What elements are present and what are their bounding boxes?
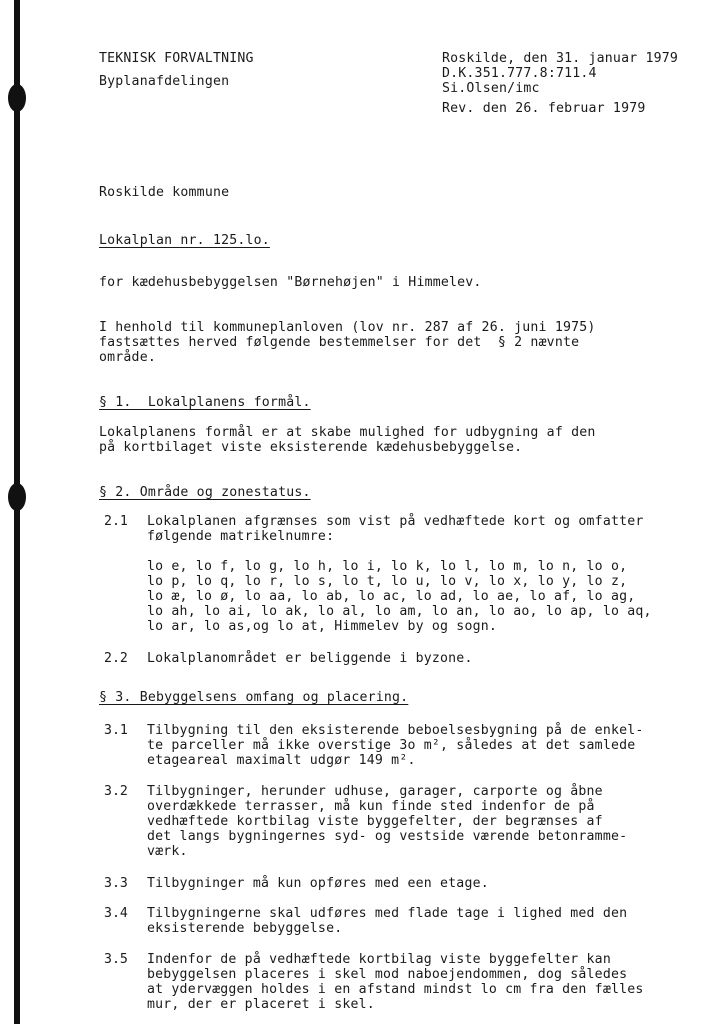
binder-edge <box>14 0 20 1024</box>
plan-subtitle: for kædehusbebyggelsen "Børnehøjen" i Himmelev. <box>99 275 482 290</box>
paragraph-2-1-line: Lokalplanen afgrænses som vist på vedhæftede kort og omfatter <box>147 514 644 529</box>
paragraph-number: 3.5 <box>104 952 128 967</box>
section-1-line: på kortbilaget viste eksisterende kædehusbebyggelse. <box>99 440 523 455</box>
paragraph-2-1-line: følgende matrikelnumre: <box>147 529 335 544</box>
plan-title: Lokalplan nr. 125.lo. <box>99 233 270 248</box>
department-name: TEKNISK FORVALTNING <box>99 51 254 66</box>
paragraph-3-3-line: Tilbygninger må kun opføres med een etage. <box>147 876 489 891</box>
paragraph-3-5-line: at ydervæggen holdes i en afstand mindst lo cm fra den fælles <box>147 982 644 997</box>
paragraph-2-2-text: Lokalplanområdet er beliggende i byzone. <box>147 651 473 666</box>
section-3-heading: § 3. Bebyggelsens omfang og placering. <box>99 690 409 705</box>
paragraph-3-5-line: bebyggelsen placeres i skel mod naboejendommen, dog således <box>147 967 628 982</box>
section-1-line: Lokalplanens formål er at skabe mulighed for udbygning af den <box>99 425 596 440</box>
paragraph-3-1-line: Tilbygning til den eksisterende beboelsesbygning på de enkel- <box>147 723 644 738</box>
revision-date: Rev. den 26. februar 1979 <box>442 101 646 116</box>
paragraph-3-4-line: Tilbygningerne skal udføres med flade tage i lighed med den <box>147 906 628 921</box>
paragraph-3-4-line: eksisterende bebyggelse. <box>147 921 343 936</box>
section-2-heading: § 2. Område og zonestatus. <box>99 485 311 500</box>
paragraph-3-5-line: Indenfor de på vedhæftede kortbilag viste byggefelter kan <box>147 952 611 967</box>
paragraph-3-1-line: etageareal maximalt udgør 149 m². <box>147 753 416 768</box>
department-subdivision: Byplanafdelingen <box>99 74 230 89</box>
parcel-line: lo æ, lo ø, lo aa, lo ab, lo ac, lo ad, lo ae, lo af, lo ag, <box>147 589 636 604</box>
paragraph-3-1-line: te parceller må ikke overstige 3o m², således at det samlede <box>147 738 636 753</box>
intro-line: område. <box>99 350 156 365</box>
paragraph-3-2-line: værk. <box>147 844 188 859</box>
binder-hole <box>8 483 26 511</box>
intro-line: I henhold til kommuneplanloven (lov nr. 287 af 26. juni 1975) <box>99 320 596 335</box>
initials: Si.Olsen/imc <box>442 81 540 96</box>
paragraph-number: 3.4 <box>104 906 128 921</box>
intro-line: fastsættes herved følgende bestemmelser for det § 2 nævnte <box>99 335 580 350</box>
section-1-heading: § 1. Lokalplanens formål. <box>99 395 311 410</box>
letter-date: Roskilde, den 31. januar 1979 <box>442 51 679 66</box>
paragraph-number: 2.2 <box>104 651 128 666</box>
paragraph-number: 3.2 <box>104 784 128 799</box>
paragraph-3-2-line: overdækkede terrasser, må kun finde sted indenfor de på <box>147 799 595 814</box>
paragraph-number: 2.1 <box>104 514 128 529</box>
paragraph-number: 3.1 <box>104 723 128 738</box>
paragraph-3-2-line: det langs bygningernes syd- og vestside værende betonramme- <box>147 829 628 844</box>
paragraph-3-2-line: vedhæftede kortbilag viste byggefelter, der begrænses af <box>147 814 603 829</box>
municipality: Roskilde kommune <box>99 185 230 200</box>
parcel-line: lo ar, lo as,og lo at, Himmelev by og sogn. <box>147 619 498 634</box>
binder-hole <box>8 84 26 112</box>
parcel-line: lo e, lo f, lo g, lo h, lo i, lo k, lo l, lo m, lo n, lo o, <box>147 559 628 574</box>
parcel-line: lo p, lo q, lo r, lo s, lo t, lo u, lo v, lo x, lo y, lo z, <box>147 574 628 589</box>
reference-number: D.K.351.777.8:711.4 <box>442 66 597 81</box>
paragraph-3-5-line: mur, der er placeret i skel. <box>147 997 375 1012</box>
paragraph-number: 3.3 <box>104 876 128 891</box>
parcel-line: lo ah, lo ai, lo ak, lo al, lo am, lo an, lo ao, lo ap, lo aq, <box>147 604 652 619</box>
paragraph-3-2-line: Tilbygninger, herunder udhuse, garager, carporte og åbne <box>147 784 603 799</box>
